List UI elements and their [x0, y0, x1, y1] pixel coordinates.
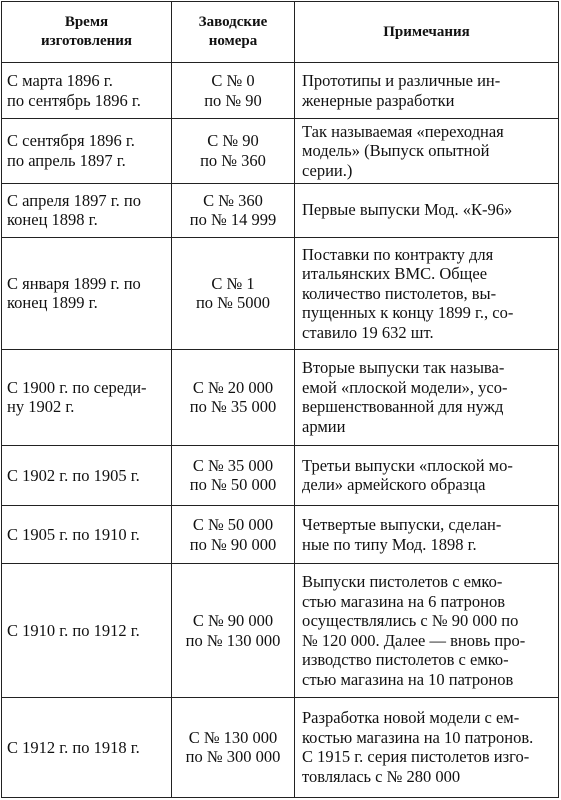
notes-cell: Выпуски пистолетов с емко- стью магазина на 6 патронов осуществлялись с № 90 000 по № 120 000. Далее — вновь про- изводство пистолетов с емко- стью магазина на 10 патронов — [295, 564, 559, 698]
notes-cell: Поставки по контракту для итальянских ВМС. Общее количество пистолетов, вы- пущенных к концу 1899 г., со- ставило 19 632 шт. — [295, 237, 559, 349]
table-row — [2, 445, 559, 505]
period-cell: С 1910 г. по 1912 г. — [2, 564, 172, 698]
period-cell: С 1905 г. по 1910 г. — [2, 506, 172, 564]
serials-cell: С № 50 000 по № 90 000 — [172, 506, 295, 564]
notes-cell: Разработка новой модели с ем- костью магазина на 10 патронов. С 1915 г. серия пистолетов изго- товлялась с № 280 000 — [295, 697, 559, 797]
period-cell: С 1912 г. по 1918 г. — [2, 697, 172, 797]
serials-cell: С № 35 000 по № 50 000 — [172, 445, 295, 505]
period-cell: С марта 1896 г. по сентябрь 1896 г. — [2, 63, 172, 119]
table-row — [2, 63, 559, 119]
serials-cell: С № 130 000 по № 300 000 — [172, 697, 295, 797]
period-cell: С апреля 1897 г. по конец 1898 г. — [2, 183, 172, 237]
serials-cell: С № 20 000 по № 35 000 — [172, 349, 295, 445]
header-row — [2, 2, 559, 63]
serials-cell: С № 0 по № 90 — [172, 63, 295, 119]
table-row — [2, 237, 559, 349]
table-row — [2, 506, 559, 564]
table-row — [2, 564, 559, 698]
serials-cell: С № 1 по № 5000 — [172, 237, 295, 349]
period-cell: С сентября 1896 г. по апрель 1897 г. — [2, 119, 172, 183]
table-row — [2, 119, 559, 183]
notes-cell: Вторые выпуски так называ- емой «плоской модели», усо- вершенствованной для нужд армии — [295, 349, 559, 445]
header-production-time: Время изготовления — [2, 2, 172, 63]
serials-cell: С № 90 по № 360 — [172, 119, 295, 183]
period-cell: С 1902 г. по 1905 г. — [2, 445, 172, 505]
notes-cell: Первые выпуски Мод. «К-96» — [295, 183, 559, 237]
period-cell: С января 1899 г. по конец 1899 г. — [2, 237, 172, 349]
period-cell: С 1900 г. по середи- ну 1902 г. — [2, 349, 172, 445]
header-serial-numbers: Заводские номера — [172, 2, 295, 63]
serials-cell: С № 90 000 по № 130 000 — [172, 564, 295, 698]
serials-cell: С № 360 по № 14 999 — [172, 183, 295, 237]
notes-cell: Прототипы и различные ин- женерные разработки — [295, 63, 559, 119]
notes-cell: Третьи выпуски «плоской мо- дели» армейского образца — [295, 445, 559, 505]
table-row — [2, 183, 559, 237]
table-row — [2, 349, 559, 445]
notes-cell: Так называемая «переходная модель» (Выпуск опытной серии.) — [295, 119, 559, 183]
production-table — [1, 1, 559, 798]
notes-cell: Четвертые выпуски, сделан- ные по типу Мод. 1898 г. — [295, 506, 559, 564]
header-notes: Примечания — [295, 2, 559, 63]
table-row — [2, 697, 559, 797]
